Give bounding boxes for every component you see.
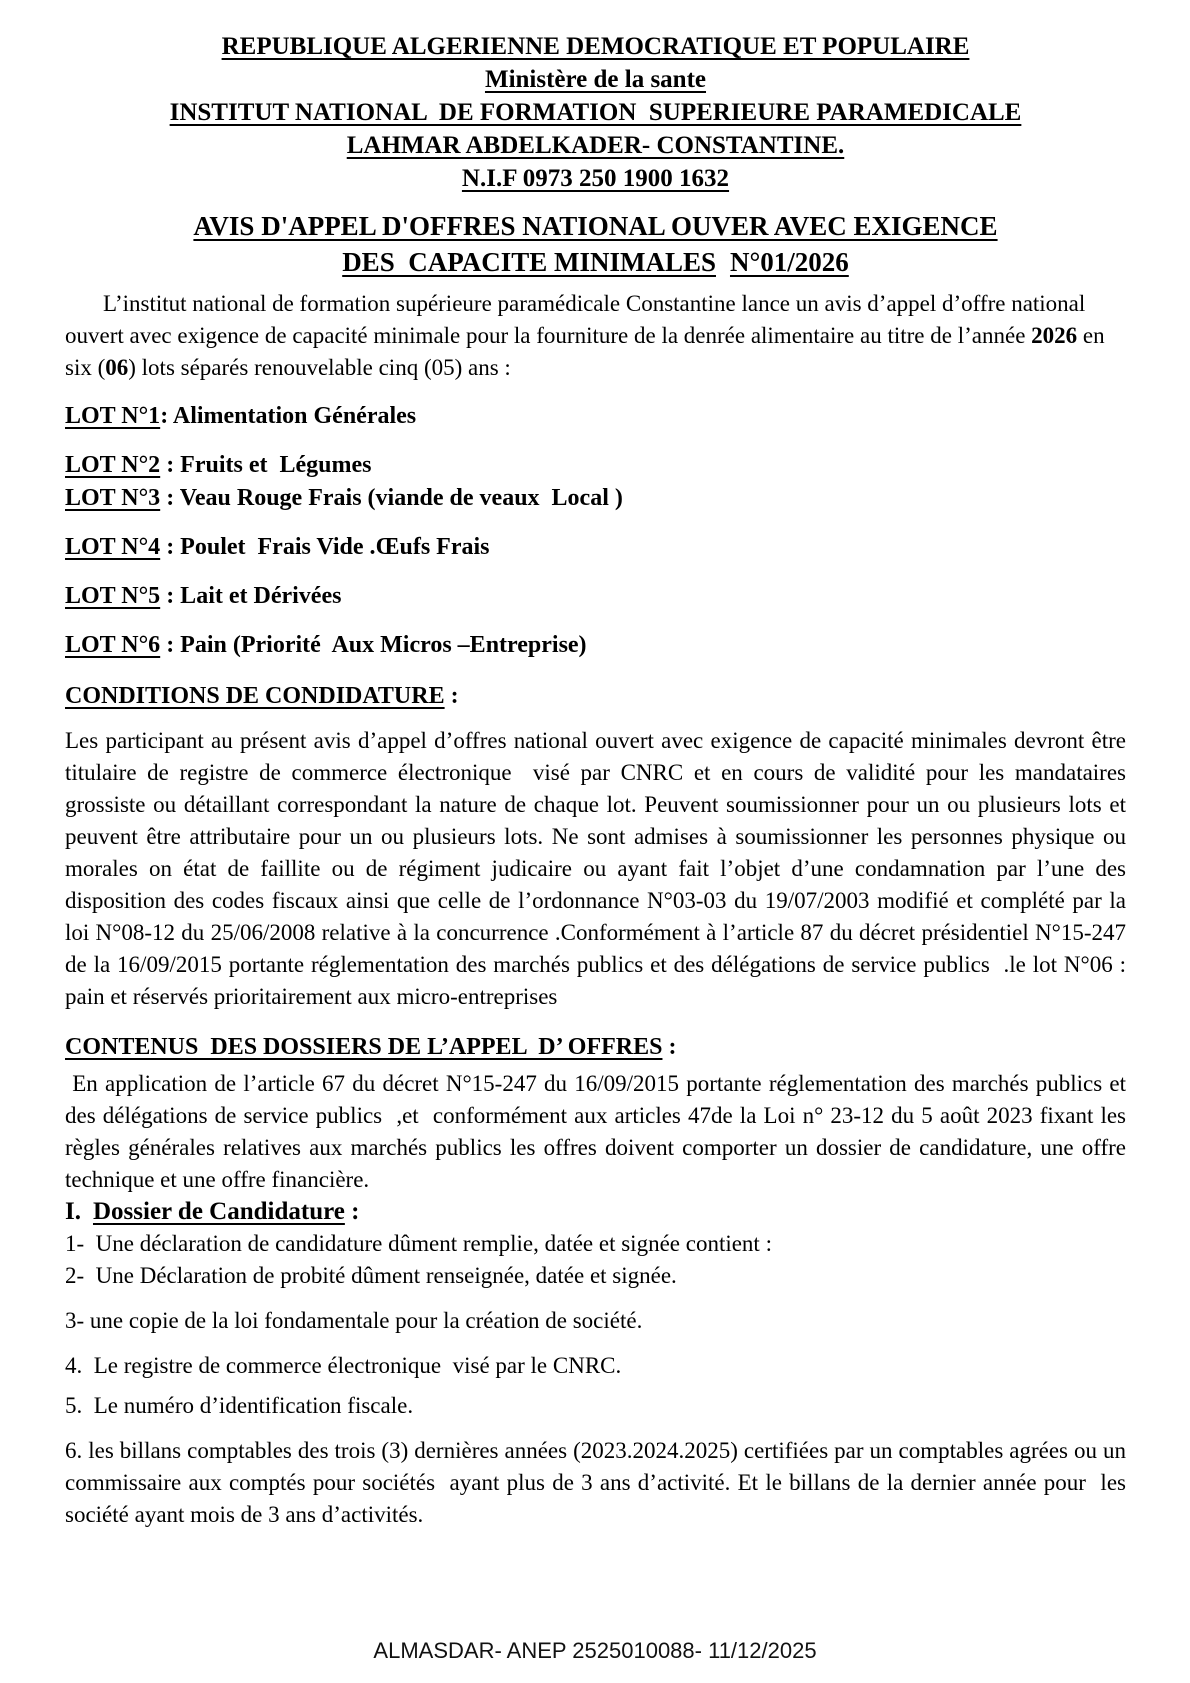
intro-paragraph bbox=[65, 288, 1126, 384]
dossier-item-2: 2- Une Déclaration de probité dûment renseignée, datée et signée. bbox=[65, 1263, 677, 1288]
lot-1-label: LOT N°1 bbox=[65, 403, 161, 429]
lot-1-name: : Alimentation Générales bbox=[160, 403, 417, 429]
dossier-item-1: 1- Une déclaration de candidature dûment remplie, datée et signée contient : bbox=[65, 1231, 772, 1256]
institute-line bbox=[65, 96, 1126, 129]
conditions-heading bbox=[65, 680, 1126, 713]
notice-title bbox=[65, 208, 1126, 280]
notice-title-line2-left: DES CAPACITE MINIMALES bbox=[342, 247, 716, 277]
institute-name-text: LAHMAR ABDELKADER- CONSTANTINE. bbox=[346, 132, 845, 159]
contenus-paragraph: En application de l’article 67 du décret N°15-247 du 16/09/2015 portante réglementation des marchés publics et des délégations de service publics ,et conformément aux articles 47de la Loi n° 23-12 du 5 août 2023 fixant les règles générales relatives aux marchés publics les offres doivent comporter un dossier de candidature, une offre technique et une offre financière. bbox=[65, 1071, 1132, 1192]
institute-name-line bbox=[65, 129, 1126, 162]
lot-item-3 bbox=[65, 482, 1126, 515]
notice-title-line1-text: AVIS D'APPEL D'OFFRES NATIONAL OUVER AVEC EXIGENCE bbox=[193, 211, 998, 241]
dossier-item-4: 4. Le registre de commerce électronique visé par le CNRC. bbox=[65, 1353, 622, 1378]
lot-6-label: LOT N°6 bbox=[65, 632, 161, 658]
lot-3-label: LOT N°3 bbox=[65, 485, 161, 511]
lot-item-1 bbox=[65, 400, 1126, 433]
notice-number: N°01/2026 bbox=[729, 247, 849, 277]
dossier-heading-text: Dossier de Candidature bbox=[92, 1198, 345, 1225]
nif-line bbox=[65, 162, 1126, 195]
contenus-heading-colon: : bbox=[662, 1034, 677, 1060]
intro-text-3: ) lots séparés renouvelable cinq (05) ans : bbox=[128, 355, 511, 380]
dossier-heading bbox=[65, 1196, 1126, 1228]
republic-title-text: REPUBLIQUE ALGERIENNE DEMOCRATIQUE ET POPULAIRE bbox=[221, 33, 970, 60]
letterhead bbox=[65, 30, 1126, 195]
republic-title bbox=[65, 30, 1126, 63]
dossier-item-6: 6. les billans comptables des trois (3) dernières années (2023.2024.2025) certifiées par un comptables agrées ou un commissaire aux comptés pour sociétés ayant plus de 3 ans d’activité. Et le billans de la dernier année pour les société ayant mois de 3 ans d’activités. bbox=[65, 1438, 1132, 1527]
lot-item-6 bbox=[65, 629, 1126, 662]
conditions-paragraph: Les participant au présent avis d’appel d’offres national ouvert avec exigence de capacité minimales devront être titulaire de registre de commerce électronique visé par CNRC et en cours de validité pour les mandataires grossiste ou détaillant correspondant la nature de chaque lot. Peuvent soumissionner pour un ou plusieurs lots et peuvent être attributaire pour un ou plusieurs lots. Ne sont admises à soumissionner les personnes physique ou morales on état de faillite ou de régiment judicaire ou ayant fait l’objet d’une condamnation par l’une des disposition des codes fiscaux ainsi que celle de l’ordonnance N°03-03 du 19/07/2003 modifié et complété par la loi N°08-12 du 25/06/2008 relative à la concurrence .Conformément à l’article 87 du décret présidentiel N°15-247 de la 16/09/2015 portante réglementation des marchés publics et des délégations de service publics .le lot N°06 : pain et réservés prioritairement aux micro-entreprises bbox=[65, 728, 1132, 1009]
lot-item-4 bbox=[65, 531, 1126, 564]
intro-year: 2026 bbox=[1031, 323, 1078, 348]
nif-text: N.I.F 0973 250 1900 1632 bbox=[461, 165, 730, 192]
dossier-item-3: 3- une copie de la loi fondamentale pour la création de société. bbox=[65, 1308, 643, 1333]
lot-2-name: : Fruits et Légumes bbox=[160, 452, 372, 478]
lot-5-label: LOT N°5 bbox=[65, 583, 161, 609]
intro-text-2: en six ( bbox=[65, 323, 1111, 380]
anep-reference: ALMASDAR- ANEP 2525010088- 11/12/2025 bbox=[373, 1638, 817, 1663]
dossier-heading-colon: : bbox=[344, 1198, 360, 1225]
ministry-line-text: Ministère de la sante bbox=[484, 66, 707, 93]
dossier-numeral: I. bbox=[65, 1198, 81, 1225]
contenus-heading-text: CONTENUS DES DOSSIERS DE L’APPEL D’ OFFRES bbox=[65, 1034, 663, 1060]
notice-title-line1 bbox=[65, 208, 1126, 244]
lot-3-name: : Veau Rouge Frais (viande de veaux Local ) bbox=[160, 485, 623, 511]
ministry-line bbox=[65, 63, 1126, 96]
conditions-heading-colon: : bbox=[444, 683, 459, 709]
lot-2-label: LOT N°2 bbox=[65, 452, 161, 478]
lot-item-5 bbox=[65, 580, 1126, 613]
institute-line-text: INSTITUT NATIONAL DE FORMATION SUPERIEURE PARAMEDICALE bbox=[169, 99, 1022, 126]
intro-text-1: L’institut national de formation supérieure paramédicale Constantine lance un avis d’appel d’offre national ouvert avec exigence de capacité minimale pour la fourniture de la denrée alimentaire au titre de l’année bbox=[65, 291, 1092, 348]
lot-5-name: : Lait et Dérivées bbox=[160, 583, 342, 609]
lot-4-label: LOT N°4 bbox=[65, 534, 161, 560]
conditions-heading-text: CONDITIONS DE CONDIDATURE bbox=[65, 683, 445, 709]
notice-title-line2 bbox=[65, 244, 1126, 280]
lot-6-name: : Pain (Priorité Aux Micros –Entreprise) bbox=[160, 632, 587, 658]
lot-item-2 bbox=[65, 449, 1126, 482]
dossier-item-5: 5. Le numéro d’identification fiscale. bbox=[65, 1393, 414, 1418]
contenus-heading bbox=[65, 1031, 1126, 1064]
lot-4-name: : Poulet Frais Vide .Œufs Frais bbox=[160, 534, 490, 560]
intro-lot-count: 06 bbox=[105, 355, 129, 380]
